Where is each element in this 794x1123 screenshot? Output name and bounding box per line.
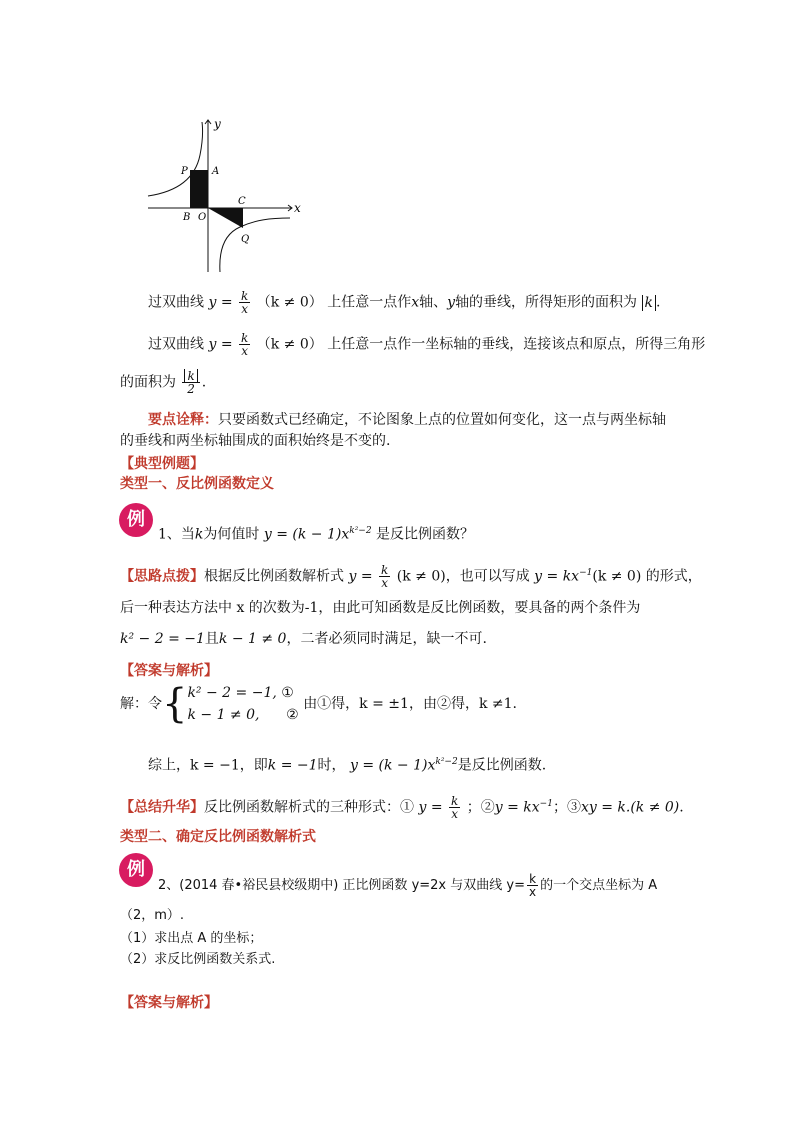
- key-points: 要点诠释：只要函数式已经确定，不论图象上点的位置如何变化，这一点与两坐标轴: [148, 412, 666, 428]
- hint-line2: 后一种表达方法中 x 的次数为-1，由此可知函数是反比例函数，要具备的两个条件为: [120, 600, 641, 616]
- graph-label-y: y: [214, 117, 221, 131]
- example-badge: 例: [119, 503, 153, 537]
- hint-line1: 【思路点拨】根据反比例函数解析式 y = $\frac{k}{x}$ (k ≠ 0)，也可以写成 $y = kx^{-1}(k \ne 0)$ 的形式，: [120, 563, 702, 591]
- graph-label-x: x: [294, 201, 301, 215]
- abs-k: k: [642, 295, 656, 311]
- section-typical-examples: 【典型例题】: [120, 456, 204, 472]
- hint-line3: k² − 2 = −1且k − 1 ≠ 0，二者必须同时满足，缺一不可.: [120, 631, 487, 647]
- paragraph-triangle-area: 过双曲线 y = $\frac{k}{x}$ （k ≠ 0） 上任意一点作一坐标轴的垂线，连接该点和原点，所得三角形: [148, 331, 706, 358]
- answer-heading-1: 【答案与解析】: [120, 663, 218, 679]
- type2-heading: 类型二、确定反比例函数解析式: [120, 829, 316, 845]
- shaded-rectangle: [190, 170, 208, 208]
- graph-label-c: C: [238, 196, 246, 207]
- graph-label-p: P: [181, 166, 188, 177]
- key-points-line2: 的垂线和两坐标轴围成的面积始终是不变的.: [120, 433, 391, 449]
- conclusion: 综上，k = −1，即k = −1时， $y = (k - 1)x^{k^2-2}$是反比例函数.: [148, 757, 547, 774]
- question-1: 1、当k为何值时 $y = (k - 1)x^{k^2-2}$ 是反比例函数？: [158, 526, 475, 543]
- paragraph-triangle-area-line2: 的面积为 $\frac{k}{2}$ .: [120, 369, 207, 396]
- graph-label-o: O: [198, 212, 207, 223]
- question-2-item1: （1）求出点 A 的坐标；: [120, 931, 263, 946]
- question-2-line2: （2，m）.: [120, 908, 185, 923]
- summary: 【总结升华】反比例函数解析式的三种形式：① y = $\frac{k}{x}$ ；②y = $kx^{-1}$；③xy = k.(k ≠ 0).: [120, 794, 684, 822]
- type1-heading: 类型一、反比例函数定义: [120, 476, 274, 492]
- shaded-triangle: [208, 208, 243, 228]
- fraction-abs-k-over-2: $\frac{k}{2}$: [182, 370, 199, 395]
- solution-system: 解：令{ k² − 2 = −1, ① k − 1 ≠ 0, ② 由①得，k = ±1，由②得，k ≠1.: [120, 681, 517, 727]
- example-badge-2: 例: [119, 853, 153, 887]
- answer-heading-2: 【答案与解析】: [120, 995, 218, 1011]
- hyperbola-branch-right: [220, 218, 290, 272]
- paragraph-rectangle-area: 过双曲线 y = $\frac{k}{x}$ （k ≠ 0） 上任意一点作x轴、y轴的垂线，所得矩形的面积为 k .: [148, 289, 661, 316]
- graph-label-b: B: [183, 212, 191, 223]
- graph-label-a: A: [212, 166, 220, 177]
- graph-label-q: Q: [241, 234, 250, 245]
- fraction-k-over-x: $\frac{k}{x}$: [241, 289, 249, 316]
- question-2-line1: 2、(2014 春•裕民县校级期中) 正比例函数 y=2x 与双曲线 y= $\frac{k}{x}$ 的一个交点坐标为 A: [158, 872, 658, 899]
- hyperbola-graph: [140, 110, 330, 280]
- question-2-item2: （2）求反比例函数关系式.: [120, 952, 276, 967]
